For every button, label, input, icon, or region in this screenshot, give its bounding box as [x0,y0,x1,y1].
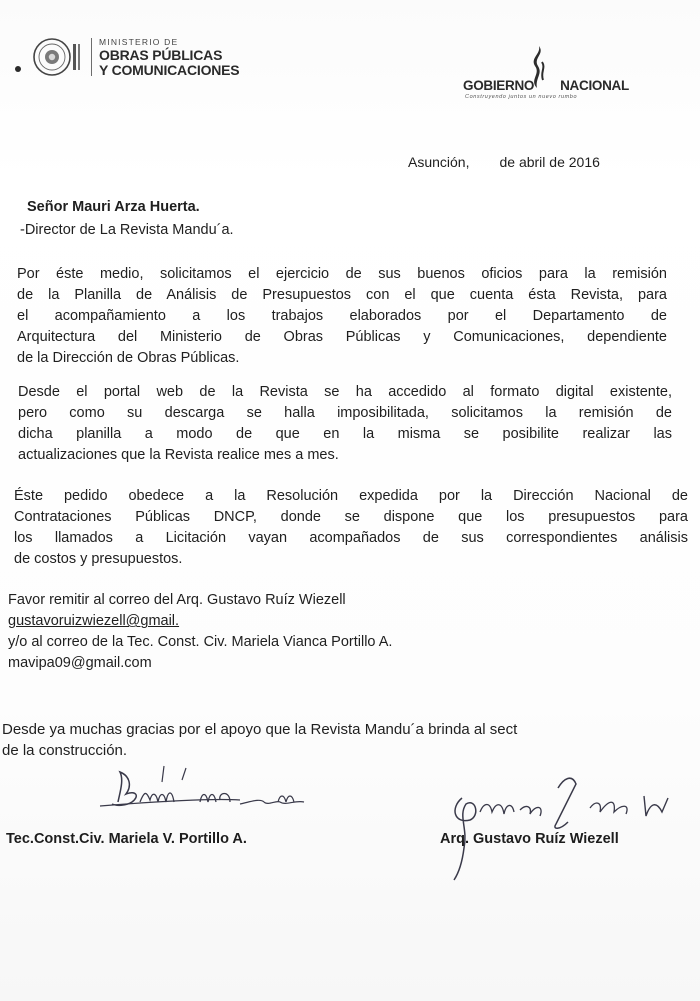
gobierno-slogan: Construyendo juntos un nuevo rumbo [465,94,578,100]
paragraph-1-line-3: el acompañamiento a los trabajos elaborados por el Departamento de [17,308,667,324]
letter-date [408,155,600,169]
national-seal-icon [30,36,82,78]
paragraph-3-line-3: los llamados a Licitación vayan acompañados de sus correspondientes análisis [14,530,688,546]
paragraph-3-line-4: de costos y presupuestos. [14,551,183,567]
paragraph-1-line-1: Por éste medio, solicitamos el ejercicio de sus buenos oficios para la remisión [17,266,667,282]
ministry-line1: MINISTERIO DE [99,37,179,47]
paragraph-1-line-4: Arquitectura del Ministerio de Obras Públicas y Comunicaciones, dependiente [17,329,667,345]
signature-gustavo-ruiz [440,768,690,886]
addressee-position: -Director de La Revista Mandu´a. [20,222,234,238]
contact-line-3: y/o al correo de la Tec. Const. Civ. Mariela Vianca Portillo A. [8,634,393,650]
contact-line-1: Favor remitir al correo del Arq. Gustavo Ruíz Wiezell [8,592,346,608]
signature-name-left: Tec.Const.Civ. Mariela V. Portillo A. [6,831,247,847]
paragraph-2-line-1: Desde el portal web de la Revista se ha accedido al formato digital existente, [18,384,672,400]
margin-dot [15,66,21,72]
gobierno-nacional-logo [463,44,643,104]
paragraph-1-line-2: de la Planilla de Análisis de Presupuestos con el que cuenta ésta Revista, para [17,287,667,303]
paragraph-3-line-2: Contrataciones Públicas DNCP, donde se dispone que los presupuestos para [14,509,688,525]
signature-mariela-portillo [90,762,330,834]
paragraph-2-line-3: dicha planilla a modo de que en la misma se posibilite realizar las [18,426,672,442]
closing-line-1: Desde ya muchas gracias por el apoyo que la Revista Mandu´a brinda al sect [2,721,518,738]
paragraph-3-line-1: Éste pedido obedece a la Resolución expedida por la Dirección Nacional de [14,488,688,504]
ministry-divider [91,38,92,76]
date-place: Asunción, [408,154,470,170]
ministry-name [99,38,239,77]
paragraph-2-line-2: pero como su descarga se halla imposibilitada, solicitamos la remisión de [18,405,672,421]
paragraph-1-line-5: de la Dirección de Obras Públicas. [17,350,240,366]
closing-line-2: de la construcción. [2,742,128,759]
ministry-logo [30,32,290,84]
gobierno-right: NACIONAL [560,78,629,93]
signature-name-right: Arq. Gustavo Ruíz Wiezell [440,831,619,847]
addressee: Señor Mauri Arza Huerta. [27,199,200,215]
email-mariela: mavipa09@gmail.com [8,655,152,671]
date-text: de abril de 2016 [499,154,600,170]
gobierno-left: GOBIERNO [463,78,535,93]
gobierno-title [463,78,629,93]
ministry-line2: OBRAS PÚBLICAS [99,46,223,63]
email-link-gustavo[interactable]: gustavoruizwiezell@gmail. [8,613,180,629]
paragraph-2-line-4: actualizaciones que la Revista realice mes a mes. [18,447,339,463]
ministry-line3: Y COMUNICACIONES [99,61,240,78]
